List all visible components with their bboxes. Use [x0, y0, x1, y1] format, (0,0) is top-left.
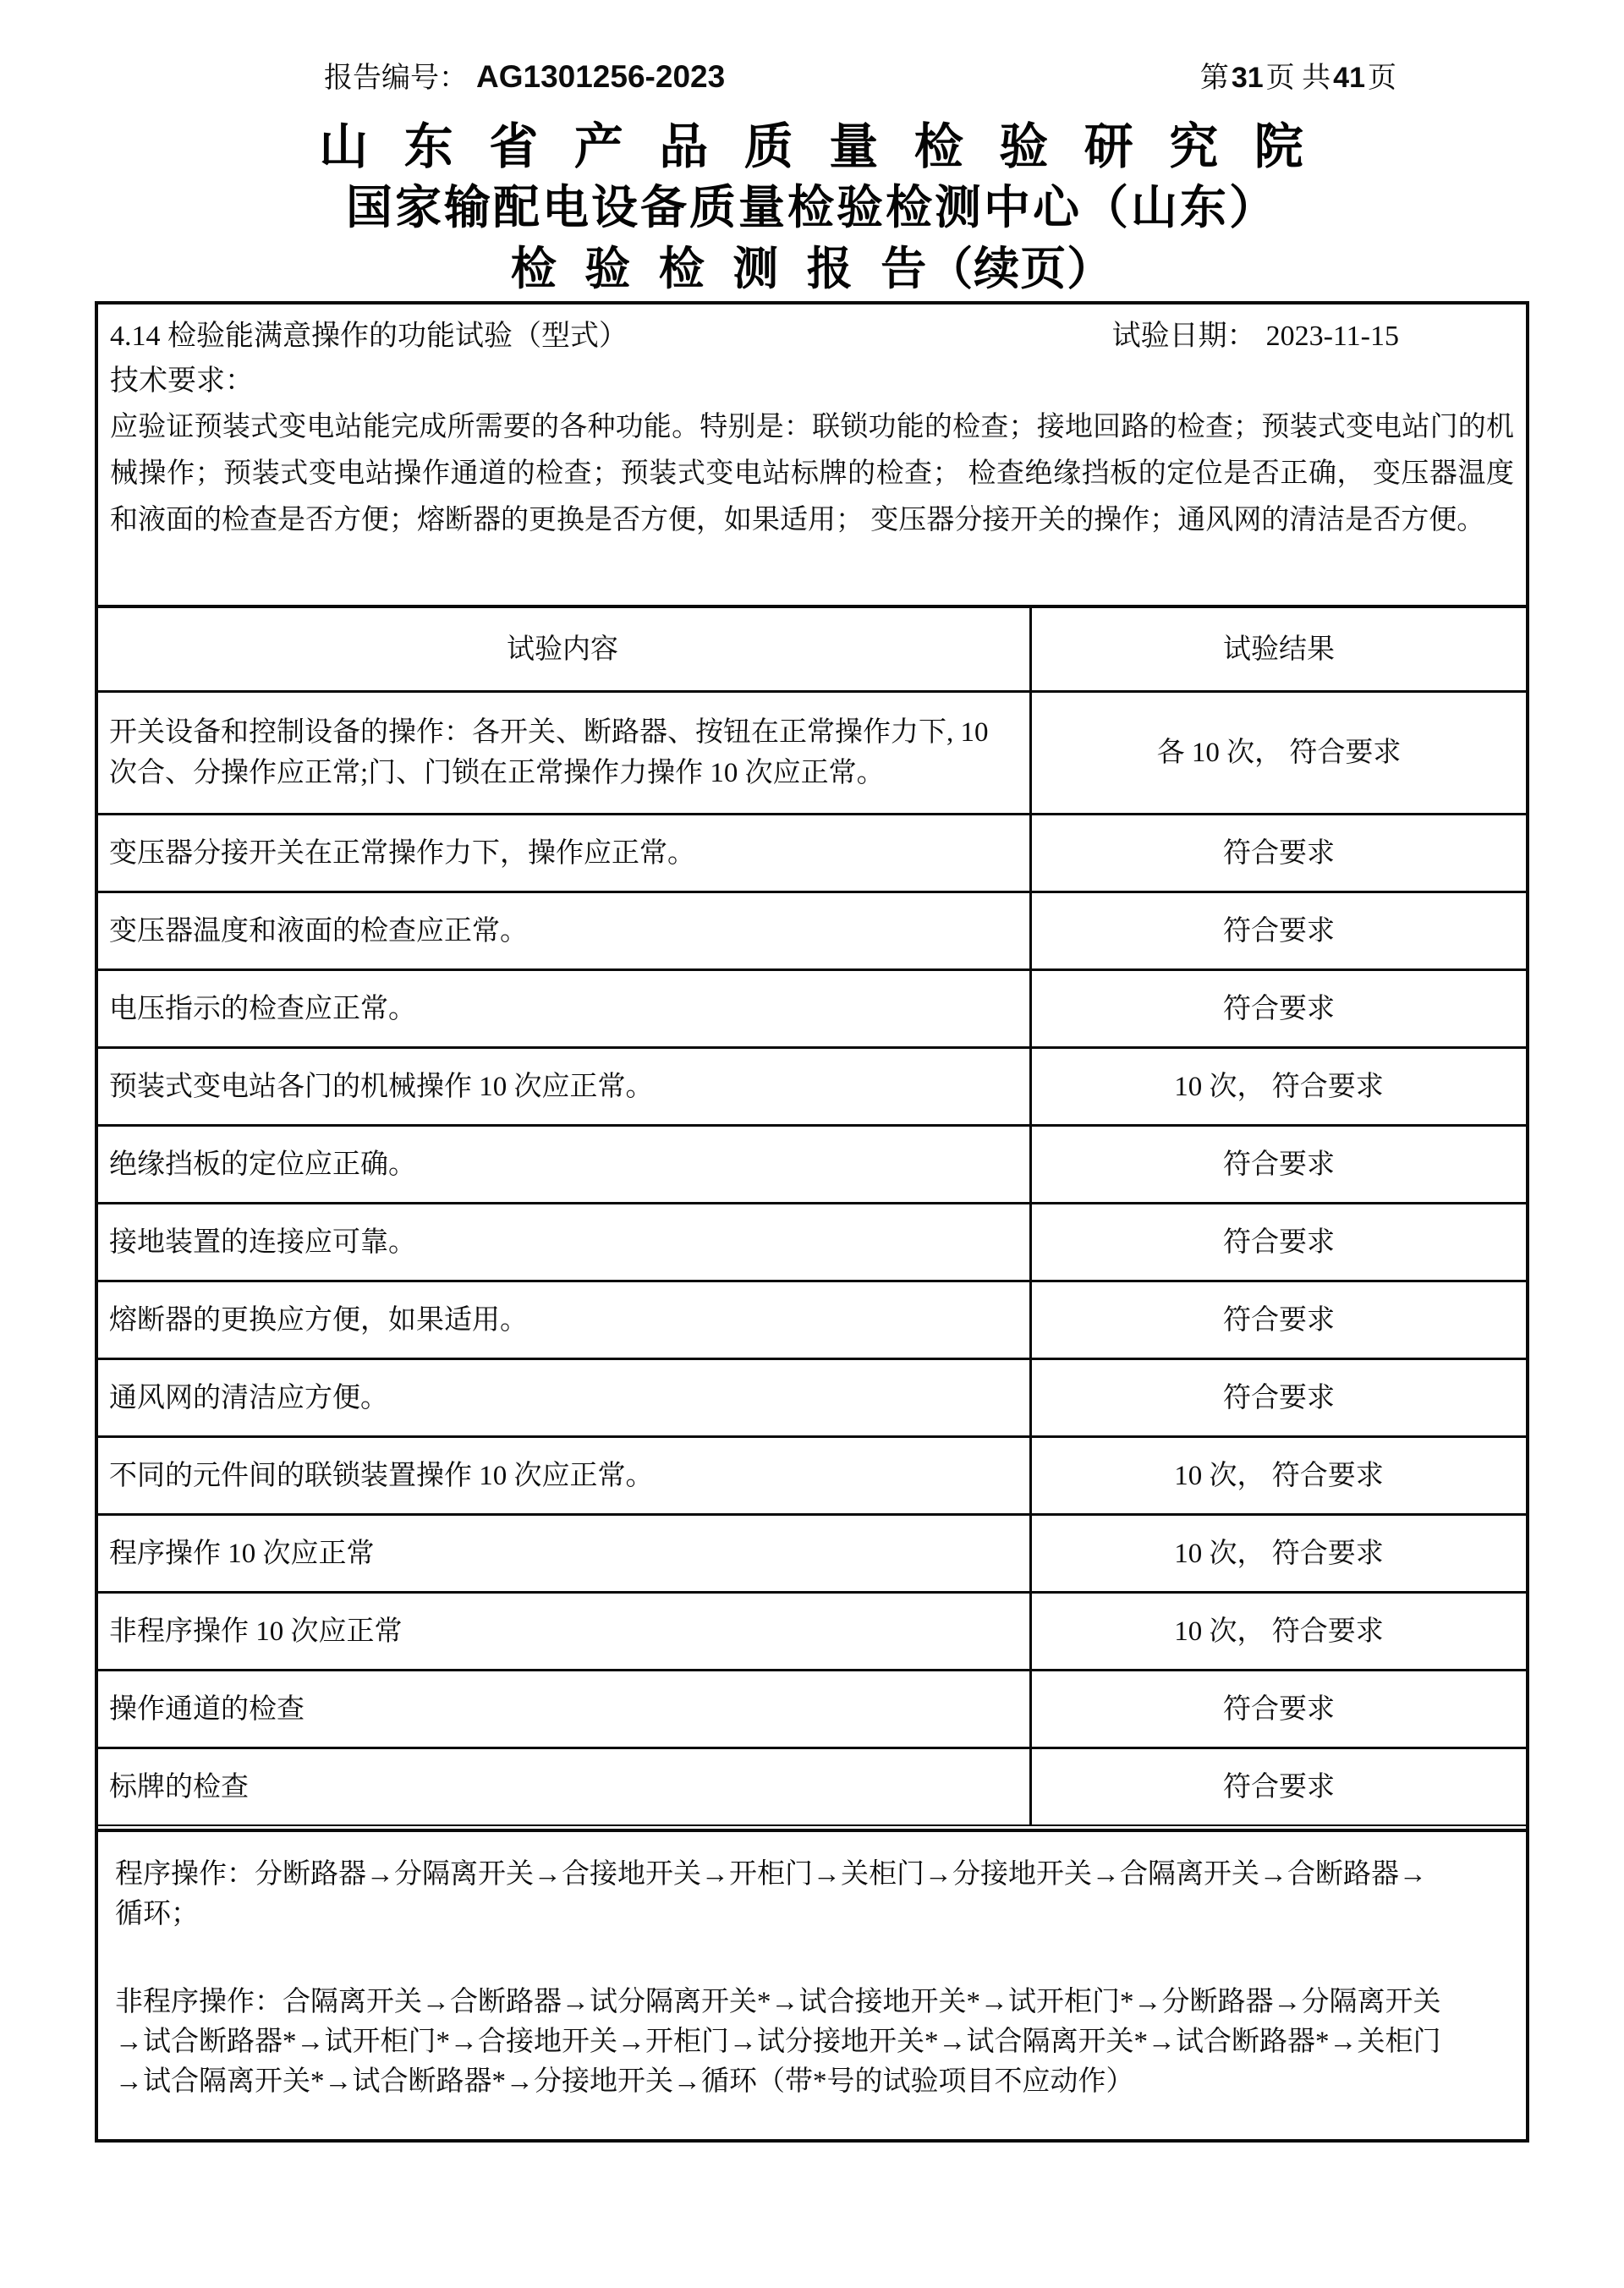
test-content-cell: 通风网的清洁应方便。: [98, 1360, 1032, 1435]
test-date-label: 试验日期：: [1111, 321, 1256, 352]
test-result-cell: 符合要求: [1223, 1693, 1335, 1725]
table-row: [98, 815, 1526, 893]
column-header-test-content: 试验内容: [98, 608, 1032, 690]
test-table: [98, 605, 1526, 1832]
procedure-operation-note: 程序操作：分断路器→分隔离开关→合接地开关→开柜门→关柜门→分接地开关→合隔离开关→合断路器→循环；: [115, 1859, 1427, 1929]
table-row: [98, 1360, 1526, 1438]
national-center-title: 国家输配电设备质量检验检测中心（山东）: [345, 182, 1278, 233]
report-number-label: 报告编号：: [324, 63, 468, 94]
non-procedure-operation-note: 非程序操作：合隔离开关→合断路器→试分隔离开关*→试合接地开关*→试开柜门*→分断路器→分隔离开关→试合断路器*→试开柜门*→合接地开关→开柜门→试分接地开关*→试合隔离开关*→试合断路器*→关柜门→试合隔离开关*→试合断路器*→分接地开关→循环（带*号的试验项目不应动作）: [115, 1987, 1441, 2097]
report-body-box: [95, 301, 1529, 2143]
section-heading: 4.14 检验能满意操作的功能试验（型式）: [110, 321, 628, 352]
test-content-cell: 电压指示的检查应正常。: [98, 971, 1032, 1046]
test-result-cell: 10 次， 符合要求: [1174, 1538, 1384, 1569]
test-result-cell: 符合要求: [1223, 915, 1335, 946]
test-content-cell: 预装式变电站各门的机械操作 10 次应正常。: [98, 1049, 1032, 1124]
test-result-cell: 符合要求: [1223, 1382, 1335, 1413]
test-content-cell: 操作通道的检查: [98, 1671, 1032, 1747]
table-row: [98, 1282, 1526, 1360]
test-date: [1112, 318, 1399, 355]
table-row: [98, 1594, 1526, 1671]
test-result-cell: 10 次， 符合要求: [1174, 1460, 1384, 1491]
test-content-cell: 绝缘挡板的定位应正确。: [98, 1127, 1032, 1202]
report-number: [324, 54, 725, 96]
institute-title: 山 东 省 产 品 质 量 检 验 研 究 院: [319, 119, 1305, 174]
test-result-cell: 各 10 次， 符合要求: [1156, 738, 1402, 768]
page-indicator-mid: 页 共: [1265, 63, 1331, 94]
test-result-cell: 符合要求: [1223, 837, 1335, 869]
test-content-cell: 程序操作 10 次应正常: [98, 1516, 1032, 1591]
report-title: 检 验 检 测 报 告（续页）: [510, 244, 1114, 294]
table-row: [98, 971, 1526, 1049]
table-row: [98, 893, 1526, 971]
column-header-test-result: 试验结果: [1223, 634, 1335, 665]
table-row: [98, 1671, 1526, 1749]
table-row: [98, 1438, 1526, 1516]
table-row: [98, 693, 1526, 815]
report-meta-row: [324, 54, 1396, 96]
table-header-row: [98, 608, 1526, 693]
test-result-cell: 10 次， 符合要求: [1174, 1616, 1384, 1647]
page-indicator-suffix: 页: [1368, 63, 1396, 94]
table-row: [98, 1127, 1526, 1204]
table-row: [98, 1749, 1526, 1826]
test-content-cell: 变压器分接开关在正常操作力下，操作应正常。: [98, 815, 1032, 891]
test-result-cell: 符合要求: [1223, 1226, 1335, 1258]
test-content-cell: 变压器温度和液面的检查应正常。: [98, 893, 1032, 968]
table-row: [98, 1049, 1526, 1127]
notes-section: [98, 1832, 1526, 2102]
test-content-cell: 不同的元件间的联锁装置操作 10 次应正常。: [98, 1438, 1032, 1513]
report-number-value: AG1301256-2023: [476, 59, 726, 94]
test-content-cell: 开关设备和控制设备的操作：各开关、断路器、按钮在正常操作力下, 10 次合、分操作应正常;门、门锁在正常操作力操作 10 次应正常。: [98, 693, 1032, 813]
tech-requirements-label: 技术要求：: [110, 365, 254, 397]
test-content-cell: 接地装置的连接应可靠。: [98, 1204, 1032, 1280]
current-page-number: 31: [1231, 62, 1264, 94]
test-result-cell: 10 次， 符合要求: [1174, 1071, 1384, 1102]
test-content-cell: 非程序操作 10 次应正常: [98, 1594, 1032, 1669]
total-page-number: 41: [1333, 62, 1365, 94]
page-indicator: [1200, 54, 1396, 96]
test-content-cell: 熔断器的更换应方便，如果适用。: [98, 1282, 1032, 1358]
test-result-cell: 符合要求: [1223, 1149, 1335, 1180]
test-date-value: 2023-11-15: [1265, 321, 1399, 352]
test-result-cell: 符合要求: [1223, 1304, 1335, 1336]
tech-requirements-text: 应验证预装式变电站能完成所需要的各种功能。特别是：联锁功能的检查；接地回路的检查；预装式变电站门的机械操作；预装式变电站操作通道的检查；预装式变电站标牌的检查； 检查绝缘挡板的定位是否正确， 变压器温度和液面的检查是否方便；熔断器的更换是否方便，如果适用； 变压器分接开关的操作；通风网的清洁是否方便。: [110, 412, 1514, 535]
table-row: [98, 1204, 1526, 1282]
test-result-cell: 符合要求: [1223, 1771, 1335, 1802]
table-row: [98, 1516, 1526, 1594]
section-header-row: [110, 318, 1399, 355]
test-content-cell: 标牌的检查: [98, 1749, 1032, 1824]
test-result-cell: 符合要求: [1223, 993, 1335, 1024]
page-indicator-prefix: 第: [1199, 63, 1229, 94]
